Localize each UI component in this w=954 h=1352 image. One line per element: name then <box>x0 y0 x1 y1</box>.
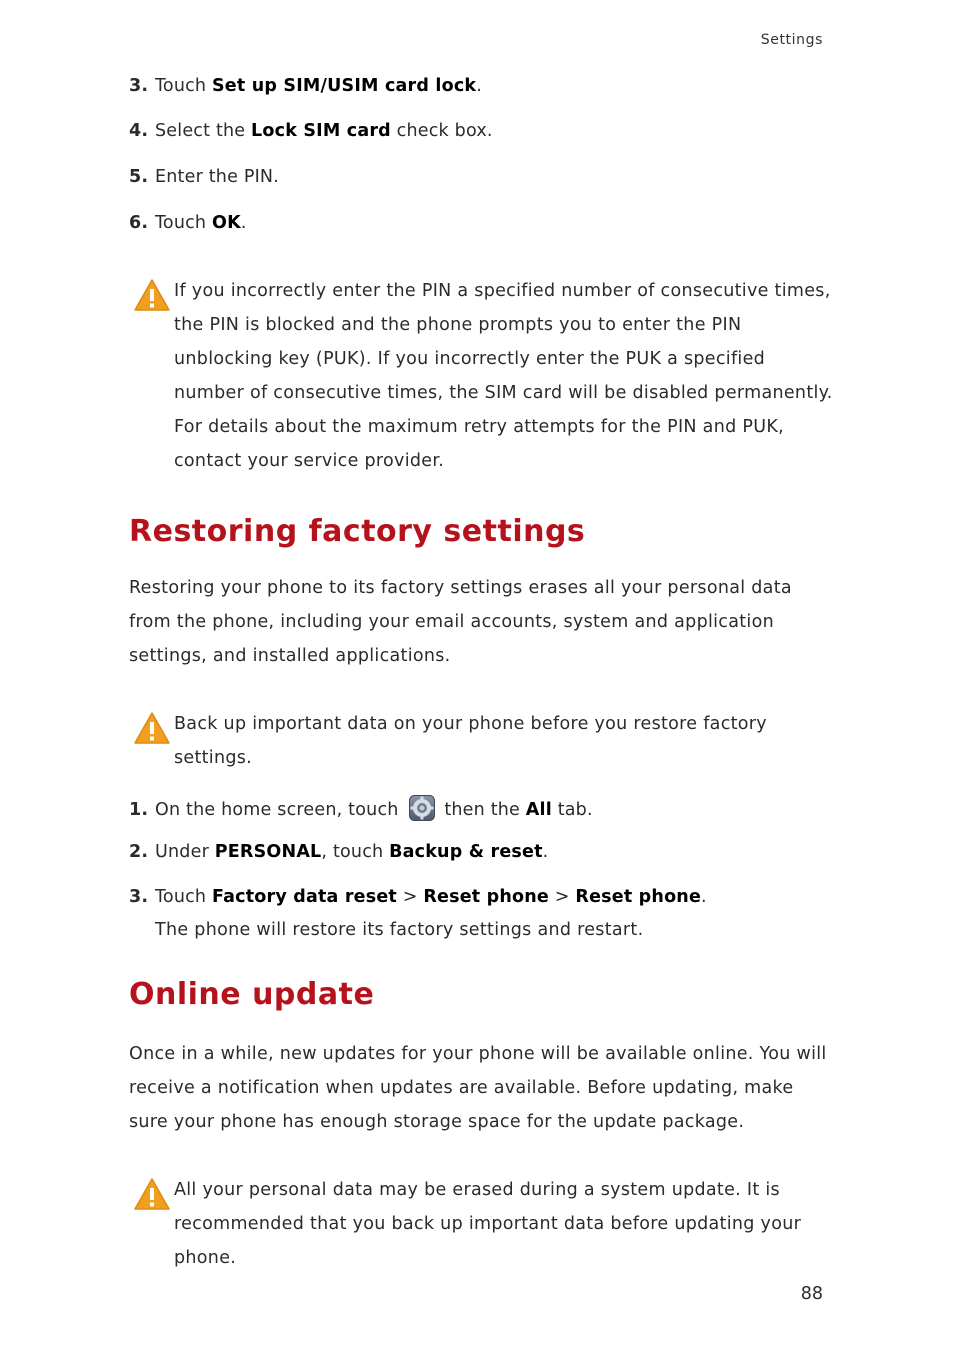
warning-triangle-icon <box>133 711 171 745</box>
step-5-top: 5. Enter the PIN. <box>129 167 279 187</box>
settings-gear-icon <box>409 795 435 821</box>
step-3-result: The phone will restore its factory settings and restart. <box>155 920 644 940</box>
section-title-online-update: Online update <box>129 977 375 1012</box>
warning-note-update: All your personal data may be erased during a system update. It is recommended that you back up important data before updating your phone. <box>174 1180 802 1268</box>
step-3-restore: 3. Touch Factory data reset > Reset phone > Reset phone. <box>129 887 707 907</box>
section-title-restoring: Restoring factory settings <box>129 514 586 549</box>
page-number: 88 <box>800 1284 823 1304</box>
warning-triangle-icon <box>133 1177 171 1211</box>
warning-note-pin: If you incorrectly enter the PIN a specified number of consecutive times, the PIN is blocked and the phone prompts you to enter the PIN unblocking key (PUK). If you incorrectly enter the PUK a specified number of consecutive times, the SIM card will be disabled permanently. For details about the maximum retry attempts for the PIN and PUK, contact your service provider. <box>174 281 833 471</box>
step-1-restore: 1. On the home screen, touch then the All tab. <box>129 795 593 821</box>
step-3-top: 3. Touch Set up SIM/USIM card lock. <box>129 76 482 96</box>
warning-triangle-icon <box>133 278 171 312</box>
step-6-top: 6. Touch OK. <box>129 213 247 233</box>
section-intro-online-update: Once in a while, new updates for your phone will be available online. You will receive a notification when updates are available. Before updating, make sure your phone has enough storage space for the update package. <box>129 1044 827 1132</box>
warning-note-backup: Back up important data on your phone before you restore factory settings. <box>174 714 767 768</box>
running-header: Settings <box>760 32 823 48</box>
section-intro-restoring: Restoring your phone to its factory settings erases all your personal data from the phone, including your email accounts, system and application settings, and installed applications. <box>129 578 792 666</box>
step-2-restore: 2. Under PERSONAL, touch Backup & reset. <box>129 842 549 862</box>
step-4-top: 4. Select the Lock SIM card check box. <box>129 121 493 141</box>
